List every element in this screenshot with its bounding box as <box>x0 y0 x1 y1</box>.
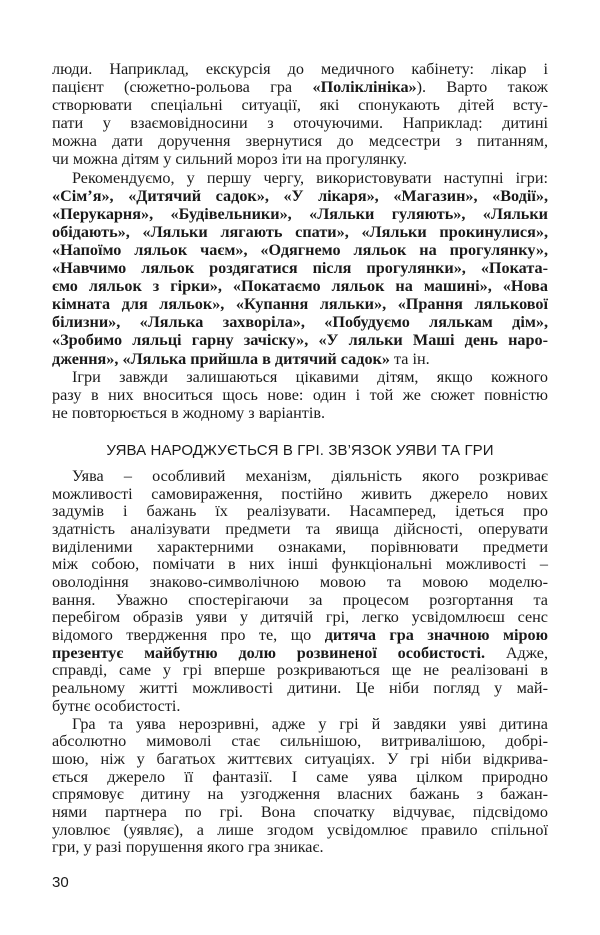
text: Гра та уява нерозривні, адже у грі й завдяки уяві дитина <box>72 714 548 733</box>
text-line <box>52 804 548 822</box>
text: ). Варто також <box>416 78 548 97</box>
bold-text: «Сім’я», «Дитячий садок», «У лікаря», «Магазин», «Водії», <box>52 186 548 205</box>
text-line <box>52 114 548 132</box>
text: задумів і бажань їх реалізувати. Насамперед, ідеться про <box>52 502 548 521</box>
text-line <box>52 404 548 422</box>
text-line <box>52 150 548 168</box>
text: перебігом образів уяви у дитячій грі, легко усвідомлюєш сенс <box>52 608 548 627</box>
text: спрямовує дитину на узгодження власних бажань з бажан- <box>52 785 548 804</box>
text-line <box>52 627 548 645</box>
bold-text: ємо ляльок з гірки», «Покатаємо ляльок на машині», «Нова <box>52 277 548 296</box>
text: Рекомендуємо, у першу чергу, використовувати наступні ігри: <box>72 168 548 187</box>
text-line <box>52 187 548 205</box>
text-line <box>52 486 548 504</box>
bold-text: «Перукарня», «Будівельники», «Ляльки гуляють», «Ляльки <box>52 204 548 223</box>
text-line <box>52 521 548 539</box>
text-line <box>52 78 548 96</box>
bold-text: дження», «Лялька прийшла в дитячий садок» <box>52 349 390 368</box>
text-line <box>52 645 548 663</box>
text-line <box>52 60 548 78</box>
text-line <box>52 786 548 804</box>
text-line <box>52 96 548 114</box>
page-body <box>52 60 548 857</box>
text: вання. Уважно спостерігаючи за процесом розгортання та <box>52 590 548 609</box>
text: уловлює (уявляє), а лише згодом усвідомлює правило спільної <box>52 820 548 839</box>
text: можна дати доручення звернутися до медсестри з питанням, <box>52 132 548 151</box>
text-line <box>52 132 548 150</box>
paragraph <box>52 169 548 368</box>
paragraph <box>52 716 548 858</box>
text-line <box>52 539 548 557</box>
bold-text: «Навчимо ляльок роздягатися після прогулянки», «Поката- <box>52 259 548 278</box>
bold-text: «Зробимо ляльці гарну зачіску», «У ляльки Маші день наро- <box>52 331 548 350</box>
text-line <box>52 698 548 716</box>
text-line <box>52 822 548 840</box>
section-heading: УЯВА НАРОДЖУЄТЬСЯ В ГРІ. ЗВ’ЯЗОК УЯВИ ТА ГРИ <box>106 441 494 459</box>
text-line <box>52 277 548 295</box>
text: між собою, помічати в них інші функціональні можливості – <box>52 555 548 574</box>
text: нями партнера по грі. Вона спочатку відчуває, підсвідомо <box>52 802 548 821</box>
text: пацієнт (сюжетно-рольова гра <box>52 78 313 97</box>
text: реальному житті можливості дитини. Це ніби погляд у май- <box>52 679 548 698</box>
text-line <box>52 662 548 680</box>
text-line <box>52 331 548 349</box>
text-line <box>52 592 548 610</box>
text-line <box>52 716 548 734</box>
text-line <box>52 295 548 313</box>
bold-text: білизни», «Лялька захворіла», «Побудуємо лялькам дім», <box>52 313 548 332</box>
page-number: 30 <box>52 874 69 891</box>
text-line <box>52 574 548 592</box>
text-line <box>52 733 548 751</box>
text-line <box>52 769 548 787</box>
text: оволодіння знаково-символічною мовою та мовою моделю- <box>52 573 548 591</box>
text: гри, у разі порушення якого гра зникає. <box>52 838 324 857</box>
section-intro <box>52 60 548 422</box>
text: відомого твердження про те, що <box>52 626 325 645</box>
section-imagination <box>52 468 548 857</box>
text: Ігри завжди залишаються цікавими дітям, якщо кожного <box>72 367 548 386</box>
paragraph <box>52 60 548 169</box>
text: люди. Наприклад, екскурсія до медичного кабінету: лікар і <box>52 60 548 78</box>
text-line <box>52 751 548 769</box>
text-line <box>52 223 548 241</box>
text: шою, ніж у багатьох життєвих ситуаціях. У грі ніби відкрива- <box>52 749 548 768</box>
text-line <box>52 386 548 404</box>
text-line <box>52 503 548 521</box>
text-line <box>52 205 548 223</box>
text-line <box>52 468 548 486</box>
text-line <box>52 609 548 627</box>
bold-text: кімната для ляльок», «Купання ляльки», «Прання лялькової <box>52 295 548 314</box>
text-line <box>52 556 548 574</box>
text: здатність аналізувати предмети та явища дійсності, оперувати <box>52 519 548 538</box>
text: чи можна дітям у сильний мороз іти на прогулянку. <box>52 150 408 169</box>
bold-text: «Напоїмо ляльок чаєм», «Одягнемо ляльок на прогулянку», <box>52 240 548 259</box>
text: та ін. <box>389 349 430 368</box>
text-line <box>52 368 548 386</box>
paragraph <box>52 468 548 716</box>
text: пати у взаємовідносини з оточуючими. Наприклад: дитині <box>52 114 548 133</box>
paragraph <box>52 368 548 422</box>
text: створювати спеціальні ситуації, які спонукають дітей всту- <box>52 96 548 115</box>
text: виділеними характерними ознаками, порівнювати предмети <box>52 537 548 556</box>
text-line <box>52 241 548 259</box>
text: Уява – особливий механізм, діяльність якого розкриває <box>72 466 548 485</box>
text-line <box>52 350 548 368</box>
bold-text: дитяча гра значною мірою <box>324 626 548 645</box>
bold-text: презентує майбутню долю розвиненої особистості. <box>52 643 486 662</box>
text-line <box>52 169 548 187</box>
text: ється джерело її фантазії. І саме уява цілком природно <box>52 767 548 786</box>
text: не повторюється в жодному з варіантів. <box>52 403 326 422</box>
text: справді, саме у грі вперше розкриваються ще не реалізовані в <box>52 661 548 680</box>
text: абсолютно мимоволі стає сильнішою, витривалішою, добрі- <box>52 732 548 751</box>
text-line <box>52 313 548 331</box>
text-line <box>52 839 548 857</box>
bold-text: «Поліклініка» <box>312 78 417 97</box>
text: разу в них вноситься щось нове: один і той же сюжет повністю <box>52 385 548 404</box>
text: можливості самовираження, постійно живить джерело нових <box>52 484 548 503</box>
text-line <box>52 680 548 698</box>
text-line <box>52 259 548 277</box>
text: Адже, <box>485 643 548 662</box>
bold-text: обідають», «Ляльки лягають спати», «Ляльки прокинулися», <box>52 222 548 241</box>
text: бутнє особистості. <box>52 696 181 715</box>
